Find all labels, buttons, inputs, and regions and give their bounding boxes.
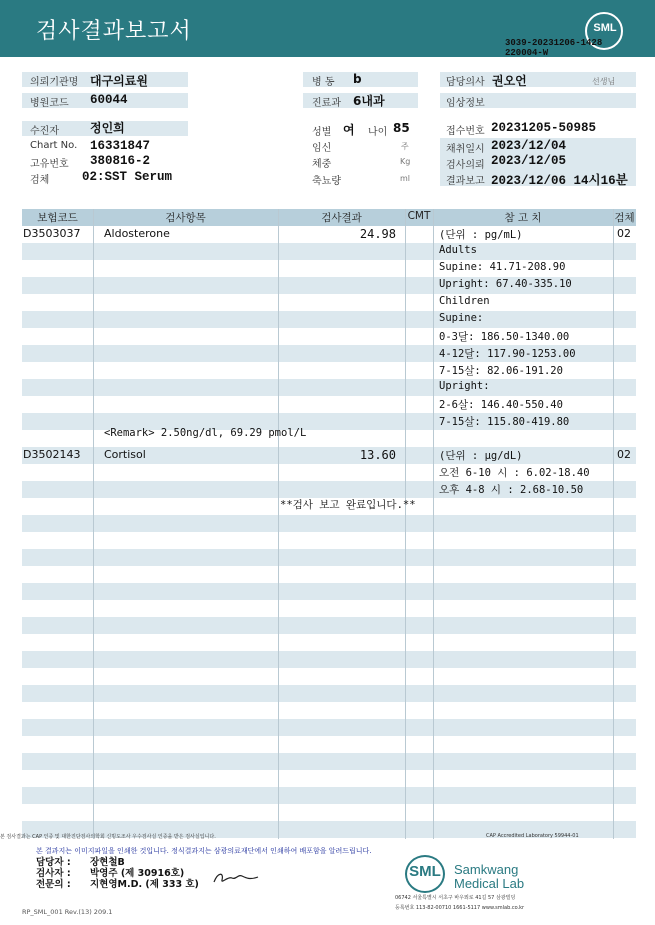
print-notice: 본 결과지는 이미지파일을 인쇄한 것입니다. 정식결과지는 삼광의료재단에서 인쇄하여 배포함을 알려드립니다.	[36, 847, 372, 855]
row-reference: 7-15살: 82.06-191.20	[439, 365, 563, 377]
cap-accreditation: CAP Accredited Laboratory 59944-01	[486, 833, 579, 839]
ward-value: b	[353, 72, 362, 86]
pregnancy-unit: 주	[401, 142, 409, 151]
row-test-result: 13.60	[359, 448, 396, 462]
specialist-label: 전문의 :	[36, 879, 71, 890]
age-label: 나이	[368, 127, 388, 138]
col-divider	[278, 209, 279, 839]
doctor-value: 권오언	[492, 74, 527, 88]
col-divider	[93, 209, 94, 839]
row-reference: 0-3달: 186.50-1340.00	[439, 331, 570, 343]
row-reference: 오후 4-8 시 : 2.68-10.50	[439, 484, 584, 496]
row-reference: (단위 : pg/mL)	[439, 229, 523, 241]
row-test-result: 24.98	[359, 227, 396, 241]
row-reference: 2-6살: 146.40-550.40	[439, 399, 563, 411]
row-reference: Adults	[439, 244, 477, 256]
hospital-code-value: 60044	[90, 93, 128, 107]
row-reference: Supine:	[439, 312, 484, 324]
tester-value: 박영주 (제 30916호)	[90, 868, 185, 879]
chart-value: 16331847	[90, 139, 151, 153]
lab-contact: 등록번호 113-82-00710 1661-5117 www.smlab.co.kr	[395, 905, 525, 911]
tester-label: 검사자 :	[36, 868, 71, 879]
row-remark: <Remark> 2.50ng/dl, 69.29 pmol/L	[104, 427, 307, 439]
pregnancy-label: 임신	[312, 143, 332, 154]
urine-label: 축뇨량	[312, 176, 341, 187]
client-label: 의뢰기관명	[30, 77, 79, 88]
row-reference: (단위 : μg/dL)	[439, 450, 523, 462]
doctor-label: 담당의사	[446, 77, 485, 88]
dept-value: 6내과	[353, 94, 385, 108]
request-value: 2023/12/05	[491, 154, 567, 168]
table-row-stripe	[22, 651, 636, 668]
sex-label: 성별	[312, 127, 332, 138]
table-row-stripe	[22, 311, 636, 328]
table-row-stripe	[22, 549, 636, 566]
col-divider	[405, 209, 406, 839]
header-insurance-code: 보험코드	[37, 212, 78, 224]
hospital-code-label: 병원코드	[30, 98, 69, 109]
id-label: 고유번호	[30, 159, 69, 170]
handler-label: 담당자 :	[36, 857, 71, 868]
specimen-value: 02:SST Serum	[82, 170, 173, 184]
lab-name-line1: Samkwang	[454, 862, 519, 877]
receipt-label: 접수번호	[446, 126, 485, 137]
age-value: 85	[393, 121, 410, 135]
row-reference: 7-15살: 115.80-419.80	[439, 416, 570, 428]
row-specimen: 02	[617, 227, 631, 240]
patient-value: 정인희	[90, 121, 125, 135]
row-reference: Children	[439, 295, 490, 307]
header-reference: 참 고 치	[504, 212, 542, 224]
clinical-label: 임상정보	[446, 98, 485, 109]
lab-name-line2: Medical Lab	[454, 876, 525, 891]
table-row-stripe	[22, 583, 636, 600]
row-test-item: Aldosterone	[104, 227, 170, 240]
lab-address: 06742 서울특별시 서초구 바우뫼로 41길 57 삼광빌딩	[395, 895, 516, 901]
header-cmt: CMT	[407, 210, 431, 222]
table-row-stripe	[22, 379, 636, 396]
row-specimen: 02	[617, 448, 631, 461]
weight-label: 체중	[312, 159, 332, 170]
row-reference: Supine: 41.71-208.90	[439, 261, 566, 273]
table-row-stripe	[22, 515, 636, 532]
weight-unit: Kg	[400, 157, 411, 166]
table-row-stripe	[22, 685, 636, 702]
header-test-item: 검사항목	[165, 212, 206, 224]
chart-label: Chart No.	[30, 140, 78, 151]
sml-logo-text: SML	[593, 22, 617, 34]
dept-label: 진료과	[312, 98, 341, 109]
report-date-label: 결과보고	[446, 176, 485, 187]
doctor-suffix: 선생님	[592, 77, 616, 86]
report-id	[505, 38, 602, 58]
table-row-stripe	[22, 719, 636, 736]
receipt-value: 20231205-50985	[491, 121, 597, 135]
col-divider	[433, 209, 434, 839]
row-reference: Upright: 67.40-335.10	[439, 278, 572, 290]
header-specimen: 검체	[614, 212, 635, 224]
collect-value: 2023/12/04	[491, 139, 567, 153]
report-id-line1: 3039-20231206-1428	[505, 38, 603, 48]
table-row-stripe	[22, 753, 636, 770]
completion-note: **검사 보고 완료입니다.**	[280, 499, 416, 511]
specialist-value: 지현영M.D. (제 333 호)	[90, 879, 199, 890]
report-date-value: 2023/12/06 14시16분	[491, 174, 628, 188]
client-value: 대구의료원	[90, 74, 148, 88]
row-insurance-code: D3502143	[23, 448, 81, 461]
report-id-line2: 220004-W	[505, 48, 549, 58]
collect-label: 채취일시	[446, 144, 485, 155]
row-reference: Upright:	[439, 380, 490, 392]
patient-label: 수진자	[30, 126, 59, 137]
accreditation-fine-print: 본 검사결과는 CAP 인증 및 대한진단검사의학회 신빙도조사 우수검사실 인증을 받은 검사실입니다.	[0, 834, 216, 840]
specimen-label: 검체	[30, 175, 50, 186]
row-reference: 4-12달: 117.90-1253.00	[439, 348, 576, 360]
id-value: 380816-2	[90, 154, 151, 168]
col-divider	[613, 209, 614, 839]
revision-code: RP_SML_001 Rev.(13) 209.1	[22, 908, 113, 916]
ward-label: 병 동	[312, 77, 335, 88]
table-row-stripe	[22, 787, 636, 804]
row-reference: 오전 6-10 시 : 6.02-18.40	[439, 467, 590, 479]
row-insurance-code: D3503037	[23, 227, 81, 240]
request-label: 검사의뢰	[446, 160, 485, 171]
report-title: 검사결과보고서	[36, 19, 192, 44]
samkwang-logo-text: SML	[409, 863, 441, 880]
row-test-item: Cortisol	[104, 448, 146, 461]
urine-unit: ml	[400, 174, 411, 183]
signature-icon	[212, 868, 260, 886]
handler-value: 장현철B	[90, 857, 125, 868]
header-test-result: 검사결과	[321, 212, 362, 224]
table-row-stripe	[22, 617, 636, 634]
sex-value: 여	[343, 123, 355, 137]
table-row-stripe	[22, 243, 636, 260]
